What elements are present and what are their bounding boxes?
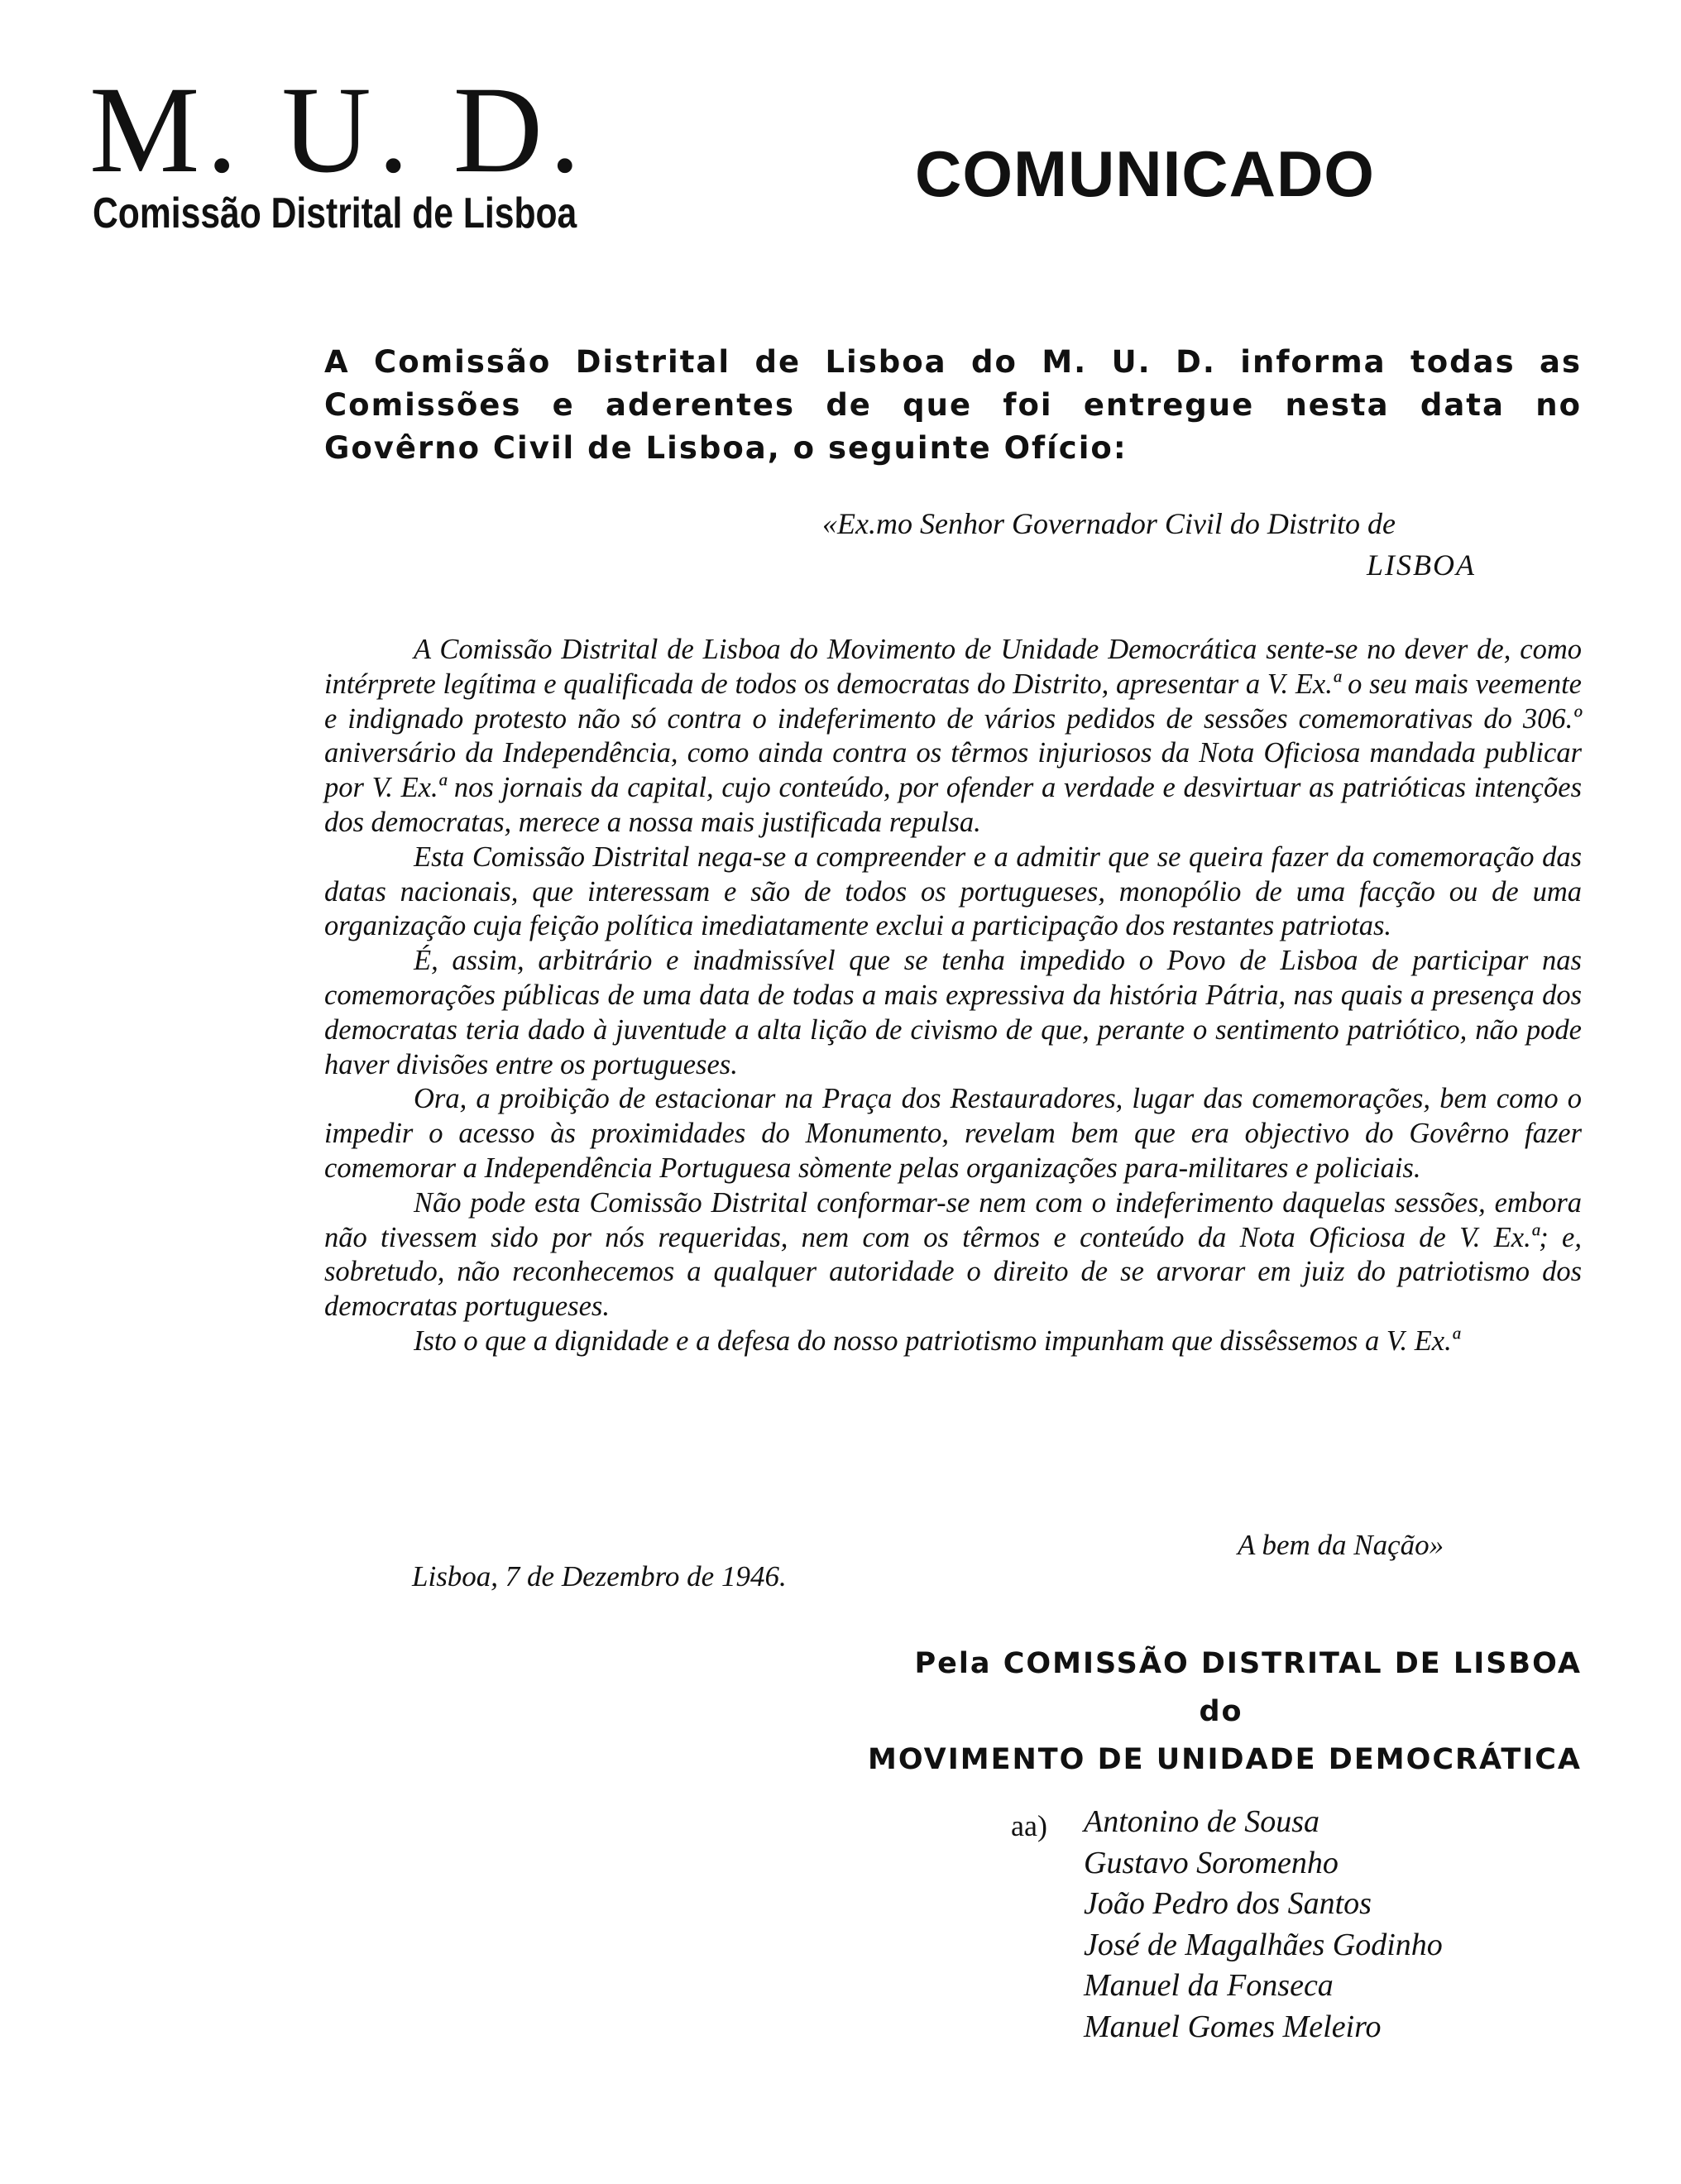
signature-line-3: MOVIMENTO DE UNIDADE DEMOCRÁTICA (868, 1743, 1582, 1776)
signatories-list (1084, 1802, 1443, 2048)
signature-line-1: Pela COMISSÃO DISTRITAL DE LISBOA (914, 1647, 1582, 1680)
signature-line-2: do (1199, 1695, 1243, 1728)
dateline: Lisboa, 7 de Dezembro de 1946. (412, 1560, 787, 1592)
signatories-prefix: aa) (1011, 1809, 1047, 1842)
signatory: Gustavo Soromenho (1084, 1845, 1339, 1880)
body-paragraph-2: Esta Comissão Distrital nega-se a compreender e a admitir que se queira fazer da comemoração das datas nacionais, que interessam e são de todos os portugueses, monopólio de uma facção ou de uma organização cuja feição política imediatamente exclui a participação dos restantes patriotas. (324, 841, 1582, 942)
closing-formula: A bem da Nação» (1238, 1529, 1444, 1561)
signatory: João Pedro dos Santos (1084, 1886, 1372, 1921)
org-subtitle: Comissão Distrital de Lisboa (93, 189, 577, 237)
signatory: Manuel da Fonseca (1084, 1968, 1334, 2003)
body-paragraph-6: Isto o que a dignidade e a defesa do nosso patriotismo impunham que dissêssemos a V. Ex.ª (414, 1324, 1460, 1357)
salutation-line-2: LISBOA (1367, 548, 1476, 582)
signatory: Antonino de Sousa (1084, 1804, 1319, 1839)
org-title: M. U. D. (89, 61, 587, 199)
signatory: Manuel Gomes Meleiro (1084, 2009, 1382, 2044)
document-title: COMUNICADO (915, 137, 1375, 210)
body-paragraph-3: É, assim, arbitrário e inadmissível que se tenha impedido o Povo de Lisboa de participar nas comemorações públicas de uma data de todas a mais expressiva da história Pátria, nas quais a presença dos democratas teria dado à juventude a alta lição de civismo de que, perante o sentimento patriótico, não pode haver divisões entre os portugueses. (324, 945, 1582, 1080)
intro-paragraph: A Comissão Distrital de Lisboa do M. U. D. informa todas as Comissões e aderentes de que foi entregue nesta data no Govêrno Civil de Lisboa, o seguinte Ofício: (324, 344, 1582, 466)
salutation-line-1: «Ex.mo Senhor Governador Civil do Distrito de (822, 507, 1396, 540)
signature-block (827, 1640, 1582, 1784)
salutation (822, 503, 1476, 586)
body-paragraph-5: Não pode esta Comissão Distrital conformar-se nem com o indeferimento daquelas sessões, embora não tivessem sido por nós requeridas, nem com os têrmos e conteúdo da Nota Oficiosa de V. Ex.ª; e, sobretudo, não reconhecemos a qualquer autoridade o direito de se arvorar em juiz do patriotismo dos democratas portugueses. (324, 1186, 1582, 1323)
body-paragraph-4: Ora, a proibição de estacionar na Praça dos Restauradores, lugar das comemorações, bem como o impedir o acesso às proximidades do Monumento, revelam bem que era objectivo do Govêrno fazer comemorar a Independência Portuguesa sòmente pelas organizações para-militares e policiais. (324, 1083, 1582, 1184)
signatory: José de Magalhães Godinho (1084, 1927, 1443, 1962)
letter-body (324, 633, 1582, 1359)
body-paragraph-1: A Comissão Distrital de Lisboa do Movimento de Unidade Democrática sente-se no dever de, como intérprete legítima e qualificada de todos os democratas do Distrito, apresentar a V. Ex.ª o seu mais veemente e indignado protesto não só contra o indeferimento de vários pedidos de sessões comemorativas do 306.º aniversário da Independência, como ainda contra os têrmos injuriosos da Nota Oficiosa mandada publicar por V. Ex.ª nos jornais da capital, cujo conteúdo, por ofender a verdade e desvirtuar as patrióticas intenções dos democratas, merece a nossa mais justificada repulsa. (324, 634, 1582, 838)
